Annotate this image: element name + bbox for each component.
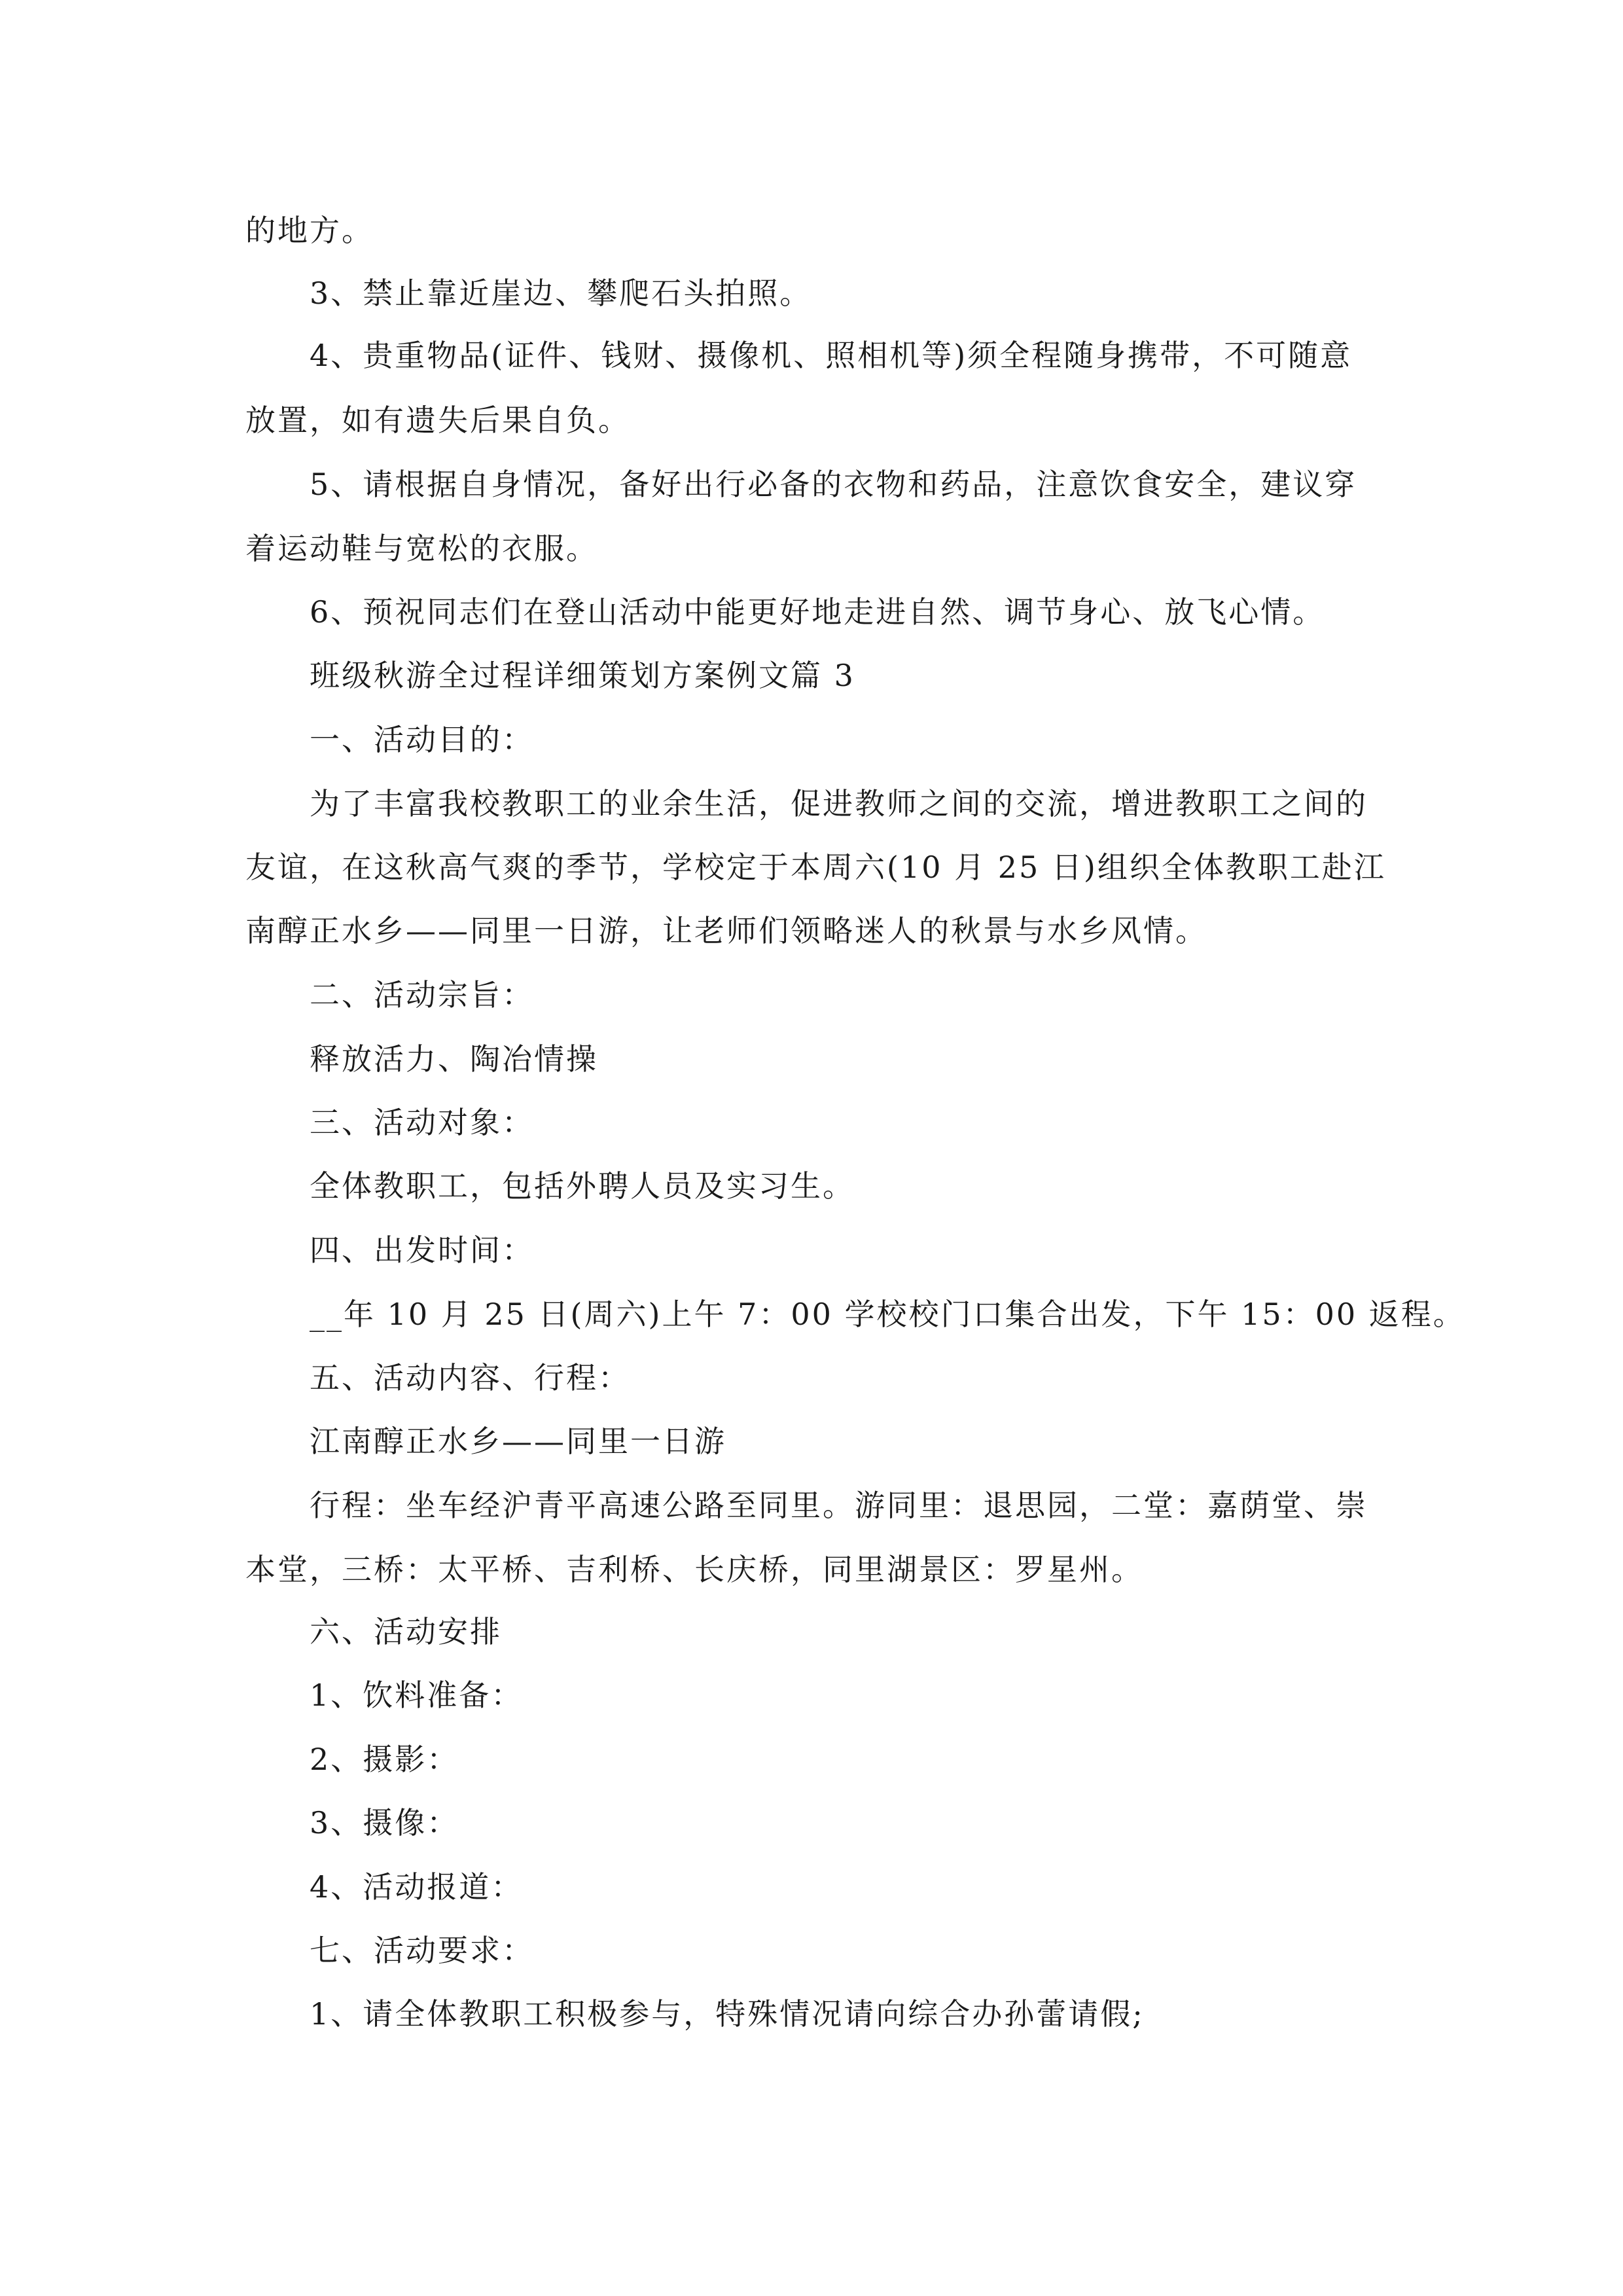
text-line: 二、活动宗旨： xyxy=(310,977,534,1013)
text-line: 4、贵重物品(证件、钱财、摄像机、照相机等)须全程随身携带，不可随意 xyxy=(310,338,1353,373)
text-line: 友谊，在这秋高气爽的季节，学校定于本周六(10 月 25 日)组织全体教职工赴江 xyxy=(245,850,1386,885)
text-line: 释放活力、陶冶情操 xyxy=(310,1041,598,1077)
text-line: 2、摄影： xyxy=(310,1742,459,1777)
text-line: 6、预祝同志们在登山活动中能更好地走进自然、调节身心、放飞心情。 xyxy=(310,594,1325,630)
text-line: 为了丰富我校教职工的业余生活，促进教师之间的交流，增进教职工之间的 xyxy=(310,786,1368,821)
text-line: 江南醇正水乡——同里一日游 xyxy=(310,1424,726,1459)
text-line: 行程：坐车经沪青平高速公路至同里。游同里：退思园，二堂：嘉荫堂、崇 xyxy=(310,1488,1368,1523)
text-line: 5、请根据自身情况，备好出行必备的衣物和药品，注意饮食安全，建议穿 xyxy=(310,467,1357,502)
text-line: 1、请全体教职工积极参与，特殊情况请向综合办孙蕾请假; xyxy=(310,1996,1145,2032)
text-line: 四、出发时间： xyxy=(310,1232,534,1268)
text-line: 南醇正水乡——同里一日游，让老师们领略迷人的秋景与水乡风情。 xyxy=(245,913,1207,948)
text-line: 的地方。 xyxy=(245,213,374,248)
text-line: 七、活动要求： xyxy=(310,1933,534,1968)
text-line: 4、活动报道： xyxy=(310,1869,524,1905)
text-line: 本堂，三桥：太平桥、吉利桥、长庆桥，同里湖景区：罗星州。 xyxy=(245,1552,1143,1587)
text-line: __年 10 月 25 日(周六)上午 7：00 学校校门口集合出发，下午 15：00 返程。 xyxy=(310,1297,1465,1332)
text-line: 着运动鞋与宽松的衣服。 xyxy=(245,531,598,566)
text-line: 一、活动目的： xyxy=(310,722,534,757)
text-line: 放置，如有遗失后果自负。 xyxy=(245,403,630,438)
section-heading: 班级秋游全过程详细策划方案例文篇 3 xyxy=(310,658,855,693)
text-line: 3、摄像： xyxy=(310,1805,459,1840)
text-line: 三、活动对象： xyxy=(310,1105,534,1140)
text-line: 六、活动安排 xyxy=(310,1614,502,1649)
text-line: 1、饮料准备： xyxy=(310,1677,524,1713)
text-line: 全体教职工，包括外聘人员及实习生。 xyxy=(310,1168,855,1204)
text-line: 五、活动内容、行程： xyxy=(310,1360,630,1395)
text-line: 3、禁止靠近崖边、攀爬石头拍照。 xyxy=(310,276,812,311)
